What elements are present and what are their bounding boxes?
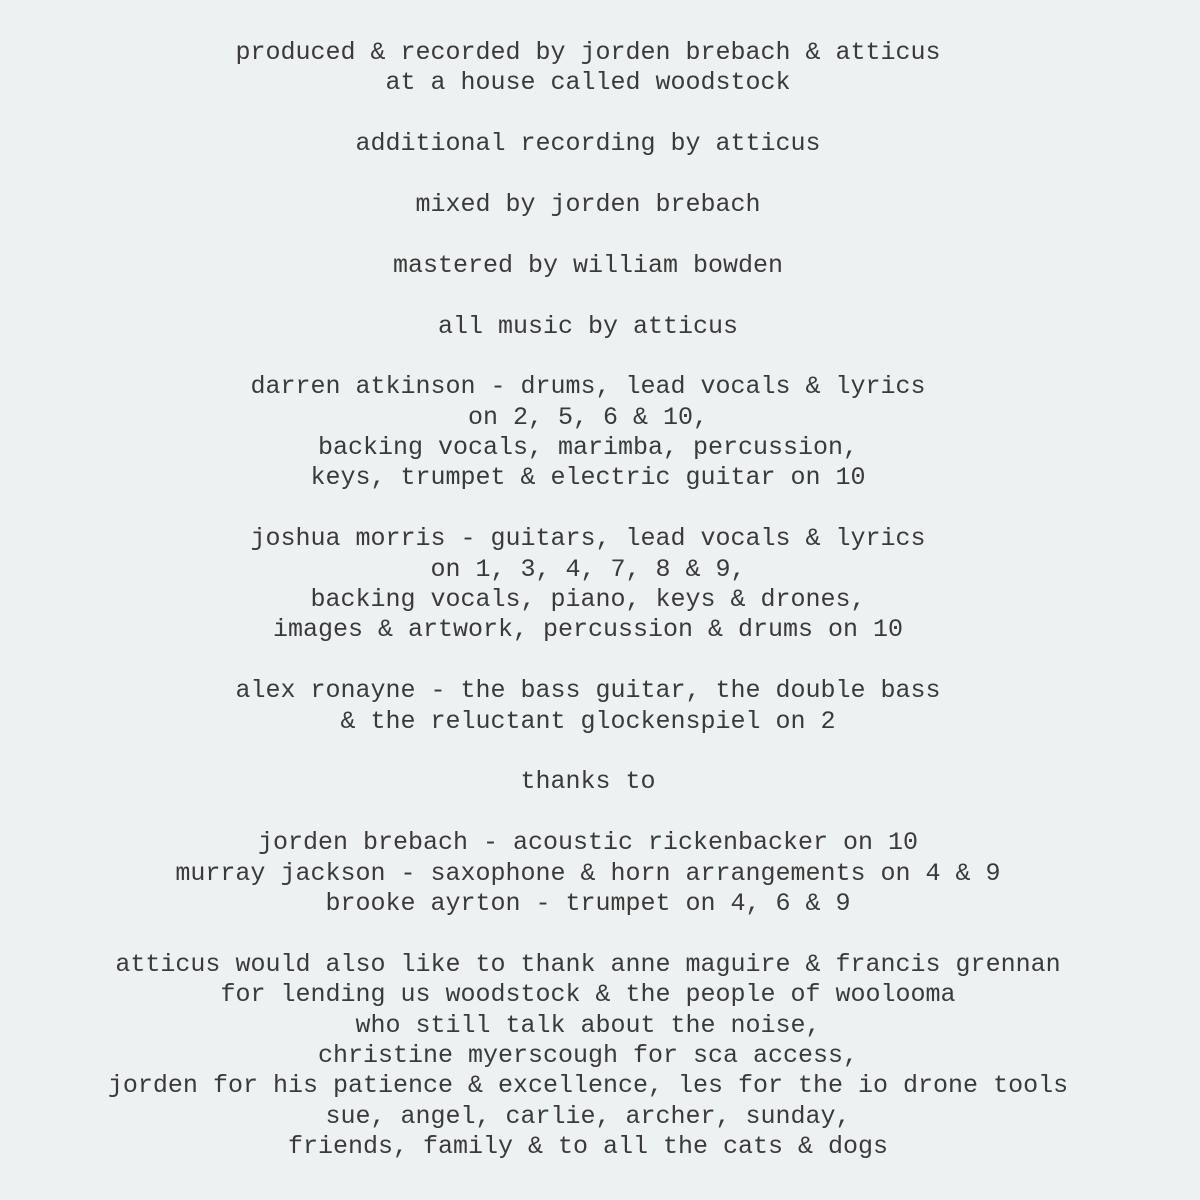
alex-credit-line-2: & the reluctant glockenspiel on 2 xyxy=(340,706,836,736)
darren-credit-line-3: backing vocals, marimba, percussion, xyxy=(317,433,859,463)
mastered-credit: mastered by william bowden xyxy=(392,250,784,280)
darren-credit-line-2: on 2, 5, 6 & 10, xyxy=(467,402,709,432)
mixed-credit: mixed by jorden brebach xyxy=(415,189,761,219)
spacer xyxy=(0,646,1176,676)
credits-text xyxy=(0,38,1176,1162)
thanks-heading: thanks to xyxy=(520,767,656,797)
production-line-2: at a house called woodstock xyxy=(385,68,791,98)
spacer xyxy=(0,160,1176,190)
joshua-credit-line-3: backing vocals, piano, keys & drones, xyxy=(310,585,866,615)
atticus-thanks-line-3: who still talk about the noise, xyxy=(355,1010,821,1040)
alex-credit-line-1: alex ronayne - the bass guitar, the double bass xyxy=(235,676,941,706)
atticus-thanks-line-5: jorden for his patience & excellence, les for the io drone tools xyxy=(107,1071,1069,1101)
spacer xyxy=(0,281,1176,311)
joshua-credit-line-4: images & artwork, percussion & drums on 10 xyxy=(272,615,904,645)
atticus-thanks-line-6: sue, angel, carlie, archer, sunday, xyxy=(325,1101,851,1131)
spacer xyxy=(0,737,1176,767)
guest-credit-line-2: murray jackson - saxophone & horn arrangements on 4 & 9 xyxy=(175,858,1001,888)
atticus-thanks-line-1: atticus would also like to thank anne maguire & francis grennan xyxy=(115,949,1061,979)
music-credit: all music by atticus xyxy=(437,311,739,341)
darren-credit-line-1: darren atkinson - drums, lead vocals & lyrics xyxy=(250,372,926,402)
atticus-thanks-line-2: for lending us woodstock & the people of woolooma xyxy=(220,980,956,1010)
atticus-thanks-line-7: friends, family & to all the cats & dogs xyxy=(287,1132,889,1162)
spacer xyxy=(0,220,1176,250)
darren-credit-line-4: keys, trumpet & electric guitar on 10 xyxy=(310,463,866,493)
joshua-credit-line-2: on 1, 3, 4, 7, 8 & 9, xyxy=(430,554,746,584)
spacer xyxy=(0,919,1176,949)
spacer xyxy=(0,494,1176,524)
spacer xyxy=(0,798,1176,828)
additional-recording-credit: additional recording by atticus xyxy=(355,129,821,159)
joshua-credit-line-1: joshua morris - guitars, lead vocals & lyrics xyxy=(250,524,926,554)
spacer xyxy=(0,342,1176,372)
production-line-1: produced & recorded by jorden brebach & atticus xyxy=(235,38,941,67)
spacer xyxy=(0,99,1176,129)
guest-credit-line-1: jorden brebach - acoustic rickenbacker on 10 xyxy=(257,828,919,858)
guest-credit-line-3: brooke ayrton - trumpet on 4, 6 & 9 xyxy=(325,888,851,918)
atticus-thanks-line-4: christine myerscough for sca access, xyxy=(317,1040,859,1070)
